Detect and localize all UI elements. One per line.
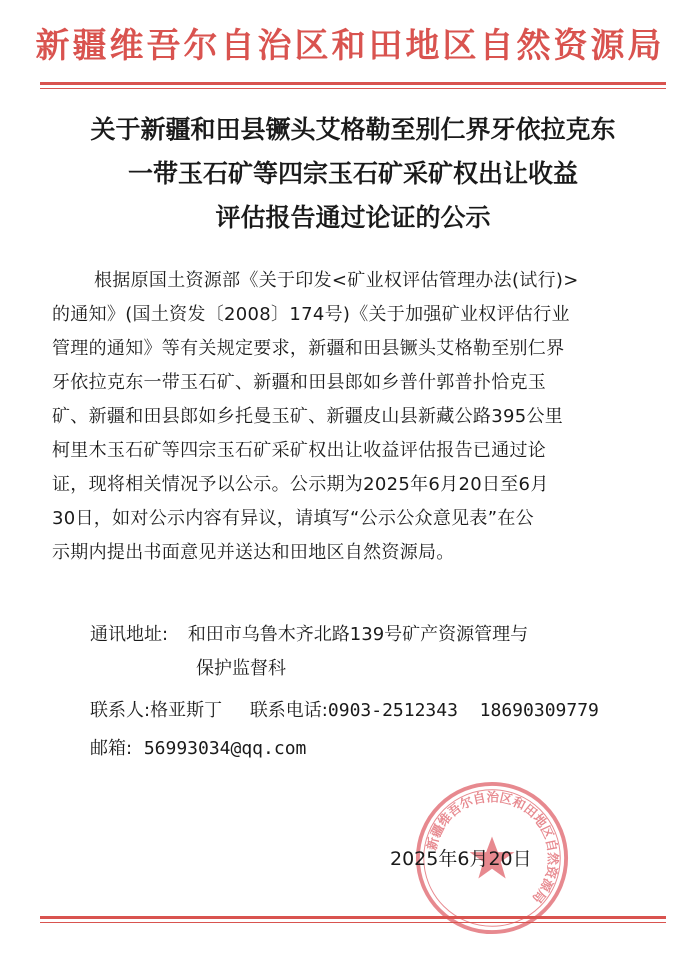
- address-line-2: 保护监督科: [196, 658, 286, 679]
- header-divider-thick: [40, 82, 666, 85]
- contact-phone-label: 联系电话:: [249, 700, 328, 721]
- contact-person-row: [90, 696, 670, 722]
- footer-divider-thin: [40, 922, 666, 923]
- contact-phone-1: 0903-2512343: [327, 700, 458, 721]
- body-paragraph: [52, 264, 652, 570]
- seal-text: 新疆维吾尔自治区和田地区自然资源局: [423, 789, 561, 907]
- body-line: 矿、新疆和田县郎如乡托曼玉矿、新疆皮山县新藏公路395公里: [52, 406, 564, 427]
- address-label: 通讯地址:: [90, 624, 169, 645]
- footer-divider-thick: [40, 916, 666, 919]
- title-line-3: 评估报告通过论证的公示: [215, 203, 491, 232]
- contact-phone-2: 18690309779: [479, 700, 599, 721]
- header-org-name: 新疆维吾尔自治区和田地区自然资源局: [35, 26, 665, 66]
- body-line: 的通知》(国土资发〔2008〕174号)《关于加强矿业权评估行业: [52, 304, 570, 325]
- body-line: 牙依拉克东一带玉石矿、新疆和田县郎如乡普什郭普扑恰克玉: [52, 372, 547, 393]
- address-line-1: 和田市乌鲁木齐北路139号矿产资源管理与: [187, 624, 529, 645]
- header-divider-thin: [40, 88, 666, 89]
- body-line: 示期内提出书面意见并送达和田地区自然资源局。: [52, 542, 455, 563]
- title-line-1: 关于新疆和田县镢头艾格勒至别仁界牙依拉克东: [90, 115, 616, 144]
- contact-email-row: [90, 734, 670, 760]
- contact-email: 56993034@qq.com: [143, 738, 307, 759]
- contact-person-label: 联系人:: [90, 700, 151, 721]
- body-line: 根据原国土资源部《关于印发<矿业权评估管理办法(试行)>: [94, 270, 579, 291]
- contact-person-name: 格亚斯丁: [150, 700, 223, 721]
- title-line-2: 一带玉石矿等四宗玉石矿采矿权出让收益: [127, 159, 578, 188]
- body-line: 证，现将相关情况予以公示。公示期为2025年6月20日至6月: [52, 474, 549, 495]
- contact-email-label: 邮箱:: [90, 738, 133, 759]
- body-line: 管理的通知》等有关规定要求，新疆和田县镢头艾格勒至别仁界: [52, 338, 565, 359]
- contact-address: [90, 620, 670, 646]
- issue-date: 2025年6月20日: [390, 848, 532, 870]
- body-line: 30日，如对公示内容有异议，请填写“公示公众意见表”在公: [52, 508, 534, 529]
- document-title: [40, 108, 666, 240]
- body-line: 柯里木玉石矿等四宗玉石矿采矿权出让收益评估报告已通过论: [52, 440, 547, 461]
